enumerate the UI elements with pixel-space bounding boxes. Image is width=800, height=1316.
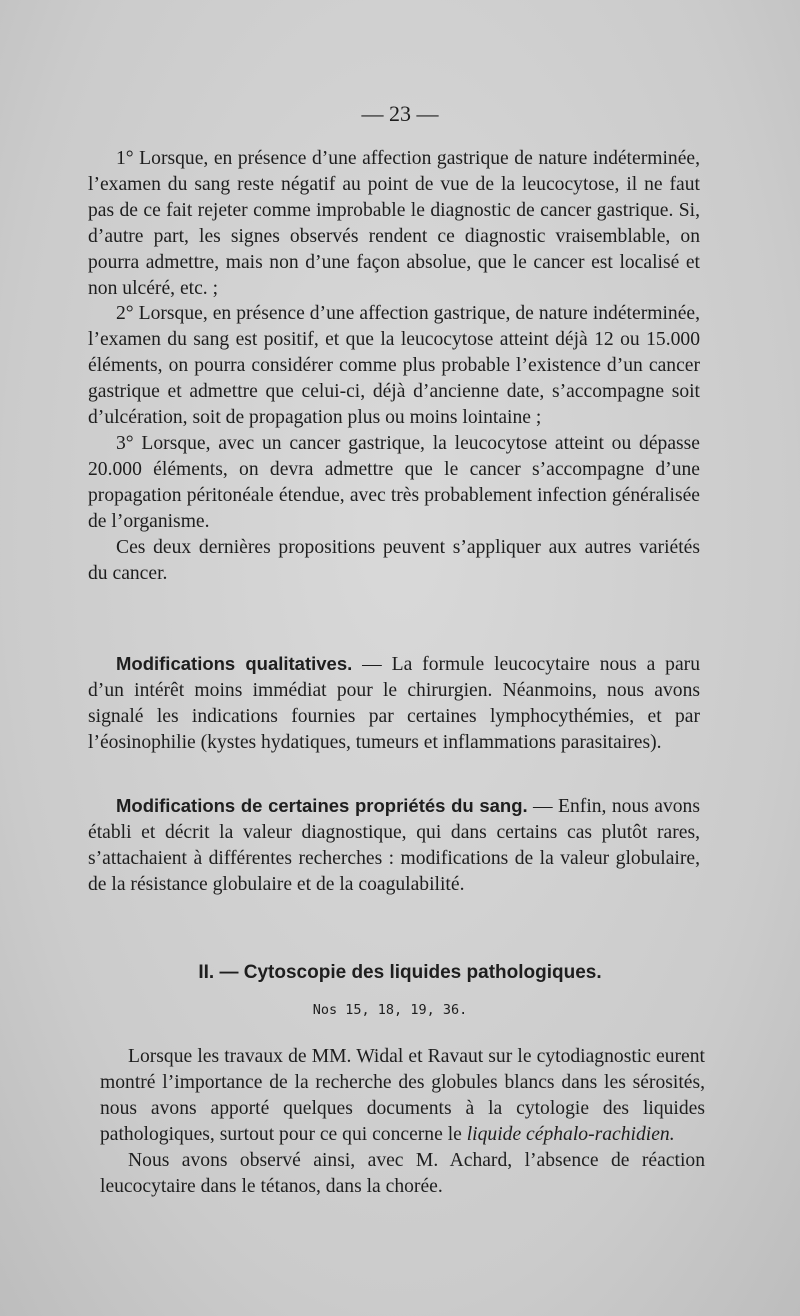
cytoscopie-text: Lorsque les travaux de MM. Widal et Ravaut sur le cytodiagnostic eurent montré l’importance de la recherche des globules blancs dans les sérosités, nous avons apporté quelques documents à la cytologie des liquides pathologiques, surtout pour ce qui concerne le [100,1046,705,1145]
proprietes-section [88,793,700,898]
paragraph-conclusion-3: 3° Lorsque, avec un cancer gastrique, la leucocytose atteint ou dépasse 20.000 éléments, on devra admettre que le cancer s’accompagne d’une propagation péritonéale étendue, avec très probablement infection généralisée de l’organisme. [88,432,700,532]
proprietes-heading: Modifications de certaines propriétés du sang. [116,795,528,816]
proprietes-paragraph [88,793,700,898]
qualitatives-text: — La formule leucocytaire nous a paru d’un intérêt moins immédiat pour le chirurgien. Néanmoins, nous avons signalé les indications fournies par certaines lymphocythémies, et par l’éosinophilie (kystes hydatiques, tumeurs et inflammations parasitaires). [88,654,700,753]
proprietes-text: — Enfin, nous avons établi et décrit la valeur diagnostique, qui dans certains cas plutôt rares, s’attachaient à différentes recherches : modifications de la valeur globulaire, de la résistance globulaire et de la coagulabilité. [88,796,700,895]
page-number: — 23 — [361,101,439,126]
section-title: II. — Cytoscopie des liquides pathologiques. [198,962,602,983]
cytoscopie-paragraph-2: Nous avons observé ainsi, avec M. Achard, l’absence de réaction leucocytaire dans le tétanos, dans la chorée. [100,1149,705,1197]
cytoscopie-paragraph-1 [100,1044,705,1148]
qualitatives-section [88,651,700,756]
cytoscopie-section [100,1044,705,1199]
conclusions-block [88,146,700,586]
cytoscopie-italic: liquide céphalo-rachidien. [466,1123,675,1145]
paragraph-conclusion-1: 1° Lorsque, en présence d’une affection gastrique de nature indéterminée, l’examen du sang reste négatif au point de vue de la leucocytose, il ne faut pas de ce fait rejeter comme improbable le diagnostic de cancer gastrique. Si, d’autre part, les signes observés rendent ce diagnostic vraisemblable, on pourra admettre, mais non d’une façon absolue, que le cancer est localisé et non ulcéré, etc. ; [88,148,700,299]
paragraph-conclusion-2: 2° Lorsque, en présence d’une affection gastrique, de nature indéterminée, l’examen du sang est positif, et que la leucocytose atteint déjà 12 ou 15.000 éléments, on pourra considérer comme plus probable l’existence d’un cancer gastrique et admettre que celui-ci, déjà d’ancienne date, s’accompagne soit d’ulcération, soit de propagation plus ou moins lointaine ; [88,303,700,429]
qualitatives-paragraph [88,651,700,756]
section-numbers: Nos 15, 18, 19, 36. [312,1002,468,1018]
qualitatives-heading: Modifications qualitatives. [116,653,353,674]
paragraph-conclusion-4: Ces deux dernières propositions peuvent s’appliquer aux autres variétés du cancer. [88,536,700,584]
